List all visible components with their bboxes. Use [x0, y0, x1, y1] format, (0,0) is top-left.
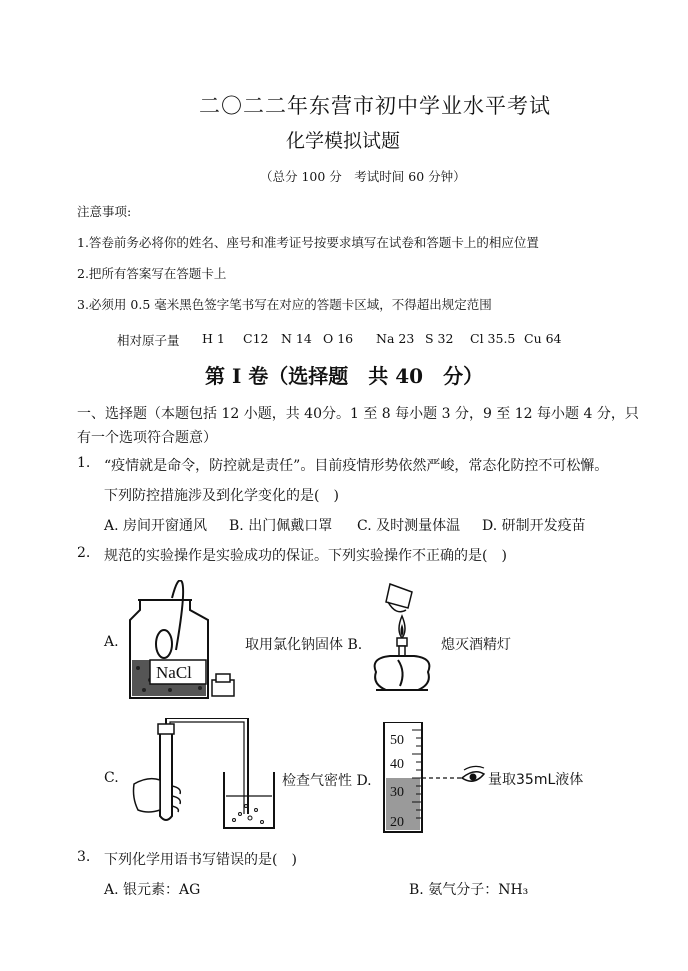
q1-option-a[interactable]: A. 房间开窗通风	[104, 518, 208, 534]
airtightness-illustration	[130, 718, 280, 830]
q1-option-b[interactable]: B. 出门佩戴口罩	[229, 518, 333, 534]
q2-text: 规范的实验操作是实验成功的保证。下列实验操作不正确的是( )	[104, 548, 507, 564]
atomic-mass-cu: Cu 64	[524, 331, 562, 346]
exam-info: （总分 100 分 考试时间 60 分钟）	[260, 169, 466, 184]
q1-option-d[interactable]: D. 研制开发疫苗	[482, 518, 586, 534]
cylinder-mark-50: 50	[390, 733, 404, 748]
atomic-mass-o: O 16	[323, 331, 354, 346]
note-item: 2.把所有答案写在答题卡上	[77, 266, 227, 281]
note-item: 3.必须用 0.5 毫米黑色签字笔书写在对应的答题卡区域，不得超出规定范围	[77, 297, 492, 312]
alcohol-lamp-illustration	[366, 582, 436, 702]
q1-number: 1.	[77, 455, 91, 471]
notes-heading: 注意事项:	[77, 204, 132, 219]
nacl-label: NaCl	[156, 663, 192, 682]
q3-option-b[interactable]: B. 氨气分子：NH₃	[409, 882, 529, 898]
atomic-mass-s: S 32	[425, 331, 454, 346]
q2-number: 2.	[77, 545, 91, 561]
atomic-mass-cl: Cl 35.5	[470, 331, 516, 346]
q2-option-a-caption: 取用氯化钠固体 B.	[245, 637, 363, 653]
q2-option-c-letter[interactable]: C.	[104, 770, 119, 786]
nacl-bottle-illustration	[120, 580, 240, 700]
atomic-mass-na: Na 23	[376, 331, 415, 346]
atomic-mass-label: 相对原子量	[117, 333, 180, 348]
q2-option-c-caption: 检查气密性 D.	[282, 773, 372, 789]
q1-text: “疫情就是命令，防控就是责任”。目前疫情形势依然严峻，常态化防控不可松懈。	[104, 458, 609, 474]
cylinder-mark-40: 40	[390, 757, 404, 772]
atomic-mass-n: N 14	[281, 331, 312, 346]
q2-option-d-caption: 量取35mL液体	[488, 772, 584, 788]
q2-option-a-letter[interactable]: A.	[104, 634, 119, 650]
section-intro-cont: 有一个选项符合题意）	[77, 430, 217, 446]
section-intro: 一、选择题（本题包括 12 小题，共 40分。1 至 8 每小题 3 分，9 至 12 每小题 4 分，只	[77, 406, 639, 422]
atomic-mass-c: C12	[243, 331, 269, 346]
note-item: 1.答卷前务必将你的姓名、座号和准考证号按要求填写在试卷和答题卡上的相应位置	[77, 235, 539, 250]
q1-option-c[interactable]: C. 及时测量体温	[357, 518, 461, 534]
measuring-cylinder-illustration	[378, 722, 488, 834]
exam-title: 二〇二二年东营市初中学业水平考试	[199, 94, 551, 118]
cylinder-mark-30: 30	[390, 785, 404, 800]
exam-subtitle: 化学模拟试题	[286, 130, 401, 152]
q2-option-b-caption: 熄灭酒精灯	[441, 637, 511, 653]
cylinder-mark-20: 20	[390, 815, 404, 830]
q1-text-cont: 下列防控措施涉及到化学变化的是( )	[104, 488, 339, 504]
q3-option-a[interactable]: A. 银元素：AG	[104, 882, 201, 898]
q3-text: 下列化学用语书写错误的是( )	[104, 852, 297, 868]
eye-icon	[462, 766, 484, 781]
q3-number: 3.	[77, 849, 91, 865]
atomic-mass-h: H 1	[202, 331, 225, 346]
section-title: 第 I 卷（选择题 共 40 分）	[205, 364, 484, 388]
